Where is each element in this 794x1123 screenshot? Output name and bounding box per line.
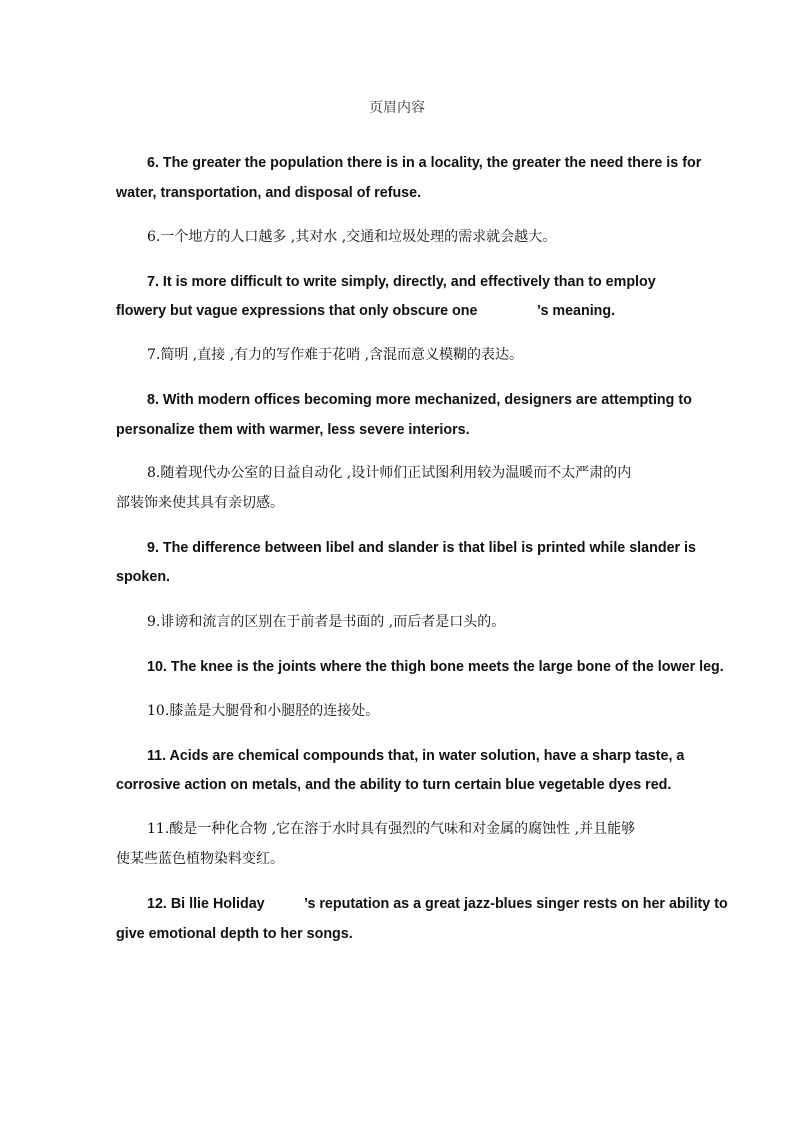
sentence-8-en-line-2: personalize them with warmer, less severe interiors. — [116, 422, 470, 438]
sentence-7-en-line-2: flowery but vague expressions that only obscure one — [116, 303, 478, 319]
sentence-11-en-line-2: corrosive action on metals, and the ability to turn certain blue vegetable dyes red. — [116, 777, 672, 793]
sentence-10-en-line-1: 10. The knee is the joints where the thigh bone meets the large bone of the lower leg. — [147, 659, 724, 675]
sentence-9-en-line-1: 9. The difference between libel and slander is that libel is printed while slander is — [147, 540, 696, 556]
sentence-11-zh-line-1: 11.酸是一种化合物 ,它在溶于水时具有强烈的气味和对金属的腐蚀性 ,并且能够 — [147, 821, 636, 837]
sentence-7-en-line-1: 7. It is more difficult to write simply, directly, and effectively than to employ — [147, 274, 656, 290]
sentence-12-en-line-1-tail: ’s reputation as a great jazz-blues singer rests on her ability to — [304, 896, 728, 912]
sentence-11-en-line-1: 11. Acids are chemical compounds that, in water solution, have a sharp taste, a — [147, 748, 685, 764]
sentence-12-en-line-2: give emotional depth to her songs. — [116, 926, 353, 942]
sentence-6-zh-line-1: 6.一个地方的人口越多 ,其对水 ,交通和垃圾处理的需求就会越大。 — [147, 229, 557, 245]
sentence-9-en-line-2: spoken. — [116, 569, 171, 585]
sentence-8-en-line-1: 8. With modern offices becoming more mechanized, designers are attempting to — [147, 392, 692, 408]
sentence-7-en-line-2-tail: ’s meaning. — [537, 303, 616, 319]
sentence-8-zh-line-2: 部装饰来使其具有亲切感。 — [116, 495, 284, 511]
sentence-9-zh-line-1: 9.诽谤和流言的区别在于前者是书面的 ,而后者是口头的。 — [147, 614, 506, 630]
sentence-12-en-line-1: 12. Bi llie Holiday — [147, 896, 265, 912]
sentence-7-zh-line-1: 7.简明 ,直接 ,有力的写作难于花哨 ,含混而意义模糊的表达。 — [147, 347, 524, 363]
sentence-8-zh-line-1: 8.随着现代办公室的日益自动化 ,设计师们正试图利用较为温暖而不太严肃的内 — [147, 465, 632, 481]
sentence-6-en-line-1: 6. The greater the population there is in a locality, the greater the need there is for — [147, 155, 702, 171]
sentence-11-zh-line-2: 使某些蓝色植物染料变红。 — [116, 851, 284, 867]
sentence-6-en-line-2: water, transportation, and disposal of refuse. — [116, 185, 422, 201]
page-header: 页眉内容 — [369, 100, 425, 116]
sentence-10-zh-line-1: 10.膝盖是大腿骨和小腿胫的连接处。 — [147, 703, 380, 719]
